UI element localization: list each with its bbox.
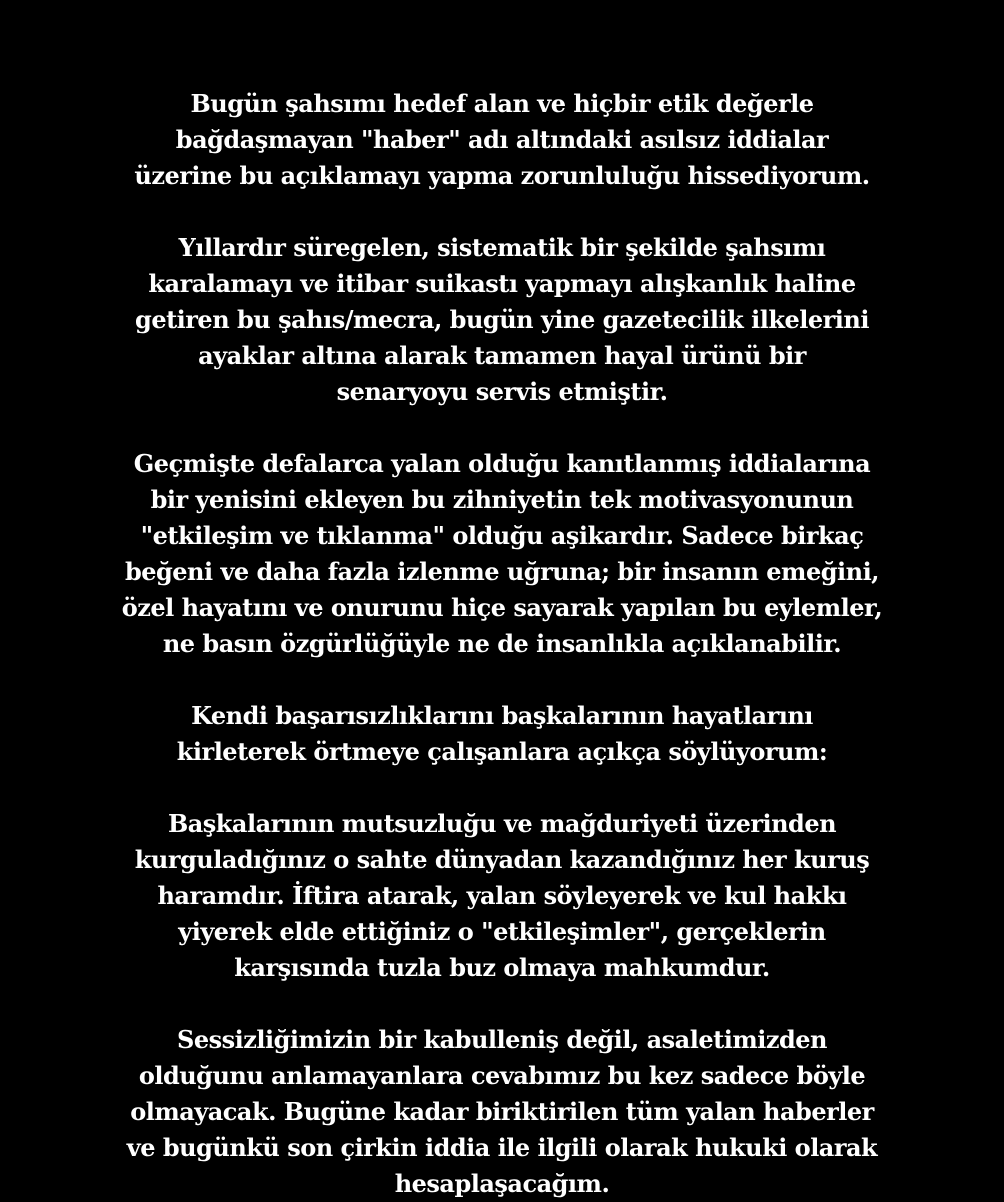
statement-line: olmayacak. Bugüne kadar biriktirilen tüm yalan haberler (130, 1097, 874, 1126)
statement-paragraph-3 (40, 446, 964, 662)
statement-line: ayaklar altına alarak tamamen hayal ürünü bir (198, 341, 806, 370)
statement-paragraph-4 (40, 698, 964, 770)
statement-line: kirleterek örtmeye çalışanlara açıkça söylüyorum: (176, 737, 828, 766)
statement-line: "etkileşim ve tıklanma" olduğu aşikardır. Sadece birkaç (140, 521, 864, 550)
statement-paragraph-6 (40, 1022, 964, 1202)
statement-line: Sessizliğimizin bir kabulleniş değil, asaletimizden (177, 1025, 827, 1054)
statement-line: beğeni ve daha fazla izlenme uğruna; bir insanın emeğini, (124, 557, 880, 586)
statement-line: karşısında tuzla buz olmaya mahkumdur. (234, 953, 770, 982)
statement-line: haramdır. İftira atarak, yalan söyleyerek ve kul hakkı (157, 881, 847, 910)
statement-line: kurguladığınız o sahte dünyadan kazandığınız her kuruş (134, 845, 870, 874)
statement-line: Başkalarının mutsuzluğu ve mağduriyeti üzerinden (167, 809, 837, 838)
statement-line: hesaplaşacağım. (394, 1169, 610, 1198)
statement-text-block (40, 86, 964, 1202)
statement-line: Kendi başarısızlıklarını başkalarının hayatlarını (191, 701, 813, 730)
statement-line: karalamayı ve itibar suikastı yapmayı alışkanlık haline (148, 269, 856, 298)
statement-line: ne basın özgürlüğüyle ne de insanlıkla açıklanabilir. (162, 629, 842, 658)
statement-line: senaryoyu servis etmiştir. (336, 377, 668, 406)
statement-line: özel hayatını ve onurunu hiçe sayarak yapılan bu eylemler, (121, 593, 883, 622)
statement-line: getiren bu şahıs/mecra, bugün yine gazetecilik ilkelerini (135, 305, 869, 334)
statement-line: Bugün şahsımı hedef alan ve hiçbir etik değerle (190, 89, 814, 118)
statement-line: bağdaşmayan "haber" adı altındaki asılsız iddialar (175, 125, 829, 154)
statement-paragraph-1 (40, 86, 964, 194)
statement-line: yiyerek elde ettiğiniz o "etkileşimler", gerçeklerin (178, 917, 826, 946)
statement-line: olduğunu anlamayanlara cevabımız bu kez sadece böyle (138, 1061, 866, 1090)
statement-line: bir yenisini ekleyen bu zihniyetin tek motivasyonunun (150, 485, 854, 514)
statement-line: üzerine bu açıklamayı yapma zorunluluğu hissediyorum. (134, 161, 870, 190)
statement-paragraph-5 (40, 806, 964, 986)
statement-line: ve bugünkü son çirkin iddia ile ilgili olarak hukuki olarak (126, 1133, 878, 1162)
statement-line: Yıllardır süregelen, sistematik bir şekilde şahsımı (178, 233, 826, 262)
statement-line: Geçmişte defalarca yalan olduğu kanıtlanmış iddialarına (133, 449, 871, 478)
statement-paragraph-2 (40, 230, 964, 410)
